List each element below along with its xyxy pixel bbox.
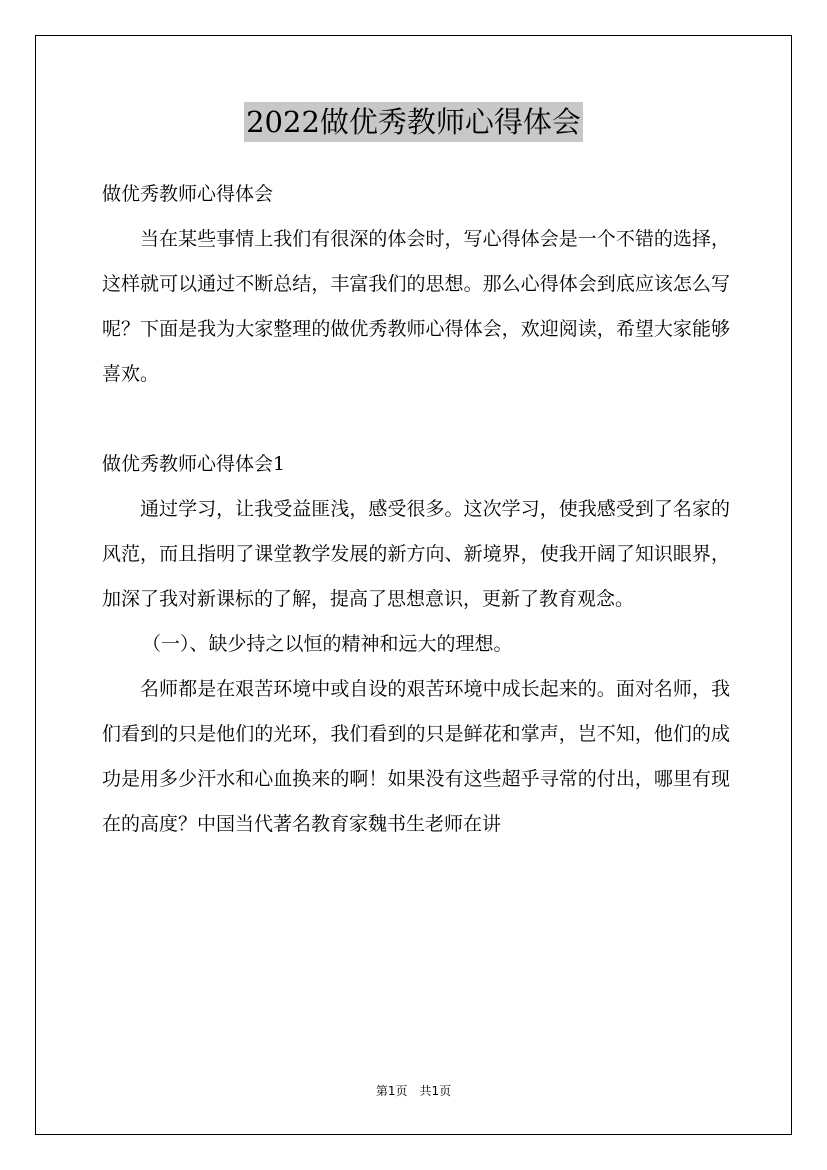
intro-paragraph: 当在某些事情上我们有很深的体会时，写心得体会是一个不错的选择，这样就可以通过不断总结，丰富我们的思想。那么心得体会到底应该怎么写呢？下面是我为大家整理的做优秀教师心得体会，欢迎阅读，希望大家能够喜欢。 xyxy=(102,228,730,385)
document-title: 2022做优秀教师心得体会 xyxy=(244,102,583,142)
title-container xyxy=(0,102,827,142)
paragraph-gap xyxy=(102,397,730,442)
intro-heading: 做优秀教师心得体会 xyxy=(102,183,274,205)
section-1-paragraph-2: 名师都是在艰苦环境中或自设的艰苦环境中成长起来的。面对名师，我们看到的只是他们的光环，我们看到的只是鲜花和掌声，岂不知，他们的成功是用多少汗水和心血换来的啊！如果没有这些超乎寻常的付出，哪里有现在的高度？中国当代著名教育家魏书生老师在讲 xyxy=(102,678,730,835)
document-body xyxy=(102,172,730,847)
section-1-paragraph-1: 通过学习，让我受益匪浅，感受很多。这次学习，使我感受到了名家的风范，而且指明了课堂教学发展的新方向、新境界，使我开阔了知识眼界，加深了我对新课标的了解，提高了思想意识，更新了教育观念。 xyxy=(102,498,730,610)
page-footer xyxy=(0,1083,827,1099)
section-1-heading: 做优秀教师心得体会1 xyxy=(102,453,286,475)
page-number: 第1页 共1页 xyxy=(375,1084,452,1098)
section-1-item-1: （一）、缺少持之以恒的精神和远大的理想。 xyxy=(142,633,513,655)
